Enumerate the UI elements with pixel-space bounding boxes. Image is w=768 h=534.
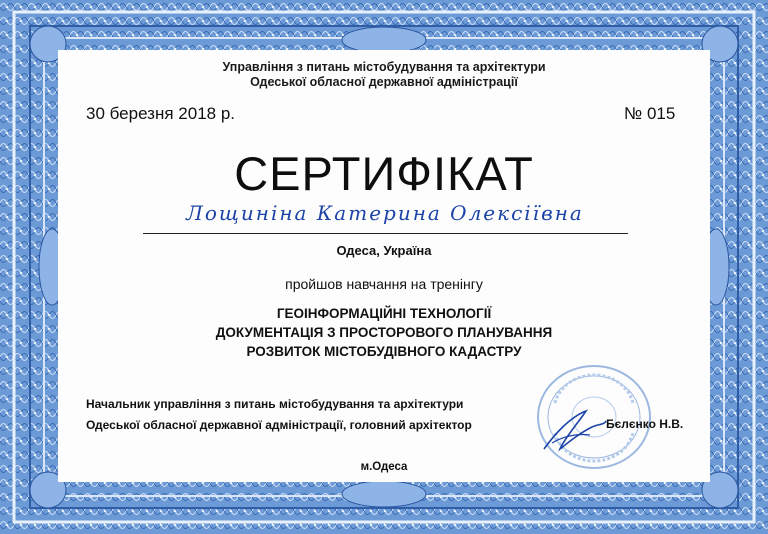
signatory-position-line-2: Одеської обласної державної адміністрації, головний архітектор [86,418,472,432]
recipient-name: Лощиніна Катерина Олексіївна [186,201,584,225]
issue-place: м.Одеса [360,461,408,473]
issuer-line-1: Управління з питань містобудування та архітектури [222,60,546,74]
course-line-3: РОЗВИТОК МІСТОБУДІВНОГО КАДАСТРУ [246,344,522,359]
certificate-number: № 015 [624,104,676,123]
recipient-city: Одеса, Україна [336,243,432,258]
issue-date: 30 березня 2018 р. [86,104,235,123]
course-line-1: ГЕОІНФОРМАЦІЙНІ ТЕХНОЛОГІЇ [276,306,492,321]
handwritten-signature [540,405,610,455]
issuer-line-2: Одеської обласної державної адміністрації [250,75,518,89]
completed-text: пройшов навчання на тренінгу [285,276,483,292]
signatory-name: Бєлєнко Н.В. [606,417,684,431]
certificate-title: СЕРТИФІКАТ [234,147,534,200]
name-underline [143,233,628,234]
course-line-2: ДОКУМЕНТАЦІЯ З ПРОСТОРОВОГО ПЛАНУВАННЯ [215,325,553,340]
signatory-position-line-1: Начальник управління з питань містобудування та архітектури [86,397,464,411]
